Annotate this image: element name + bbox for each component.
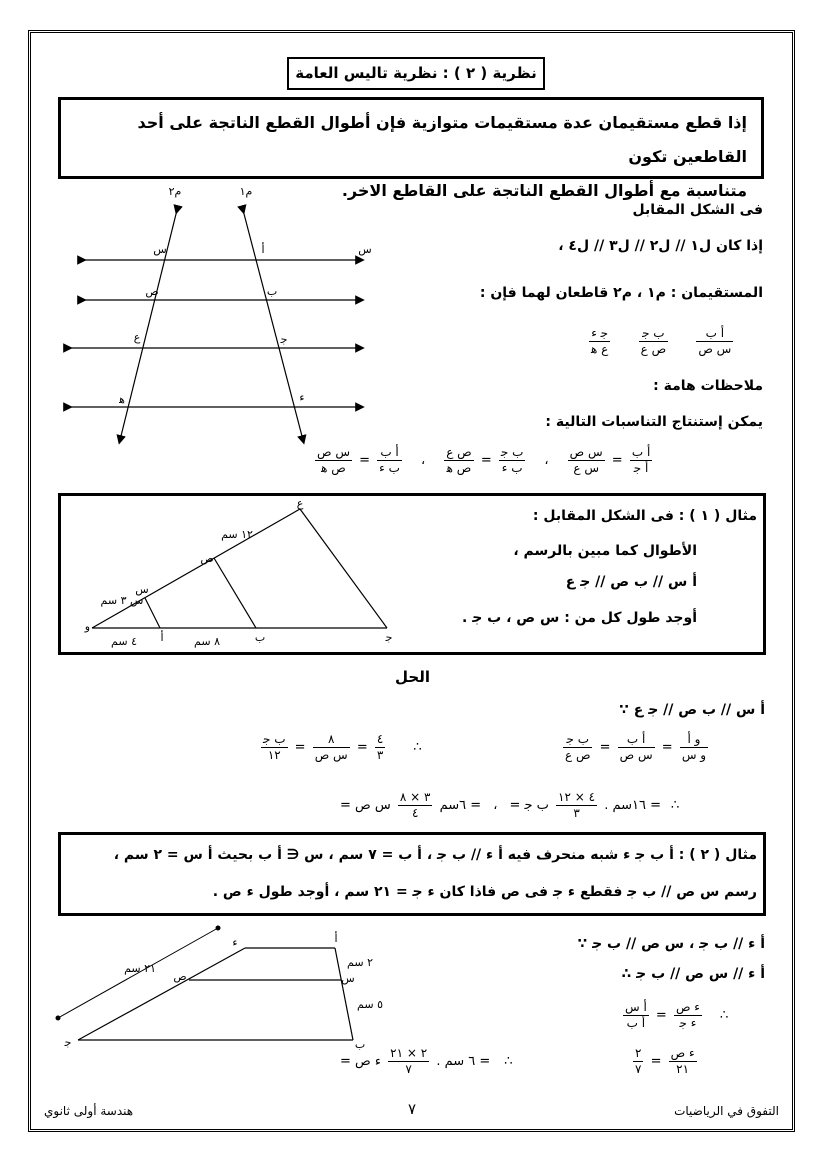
label-m2: م٢: [168, 185, 182, 198]
solution-2-ratio-1: $\frac{\text{أ س}}{\text{أ ب}}$ = $\frac{\text{ء ص}}{\text{ء ﺟ}}$ ∴: [625, 1000, 729, 1030]
ex2-label-len2: ٢ سم: [347, 956, 373, 969]
example-2-box: [58, 832, 766, 916]
label-d: ء: [299, 391, 305, 404]
figure-parallel-lines: [60, 185, 390, 450]
transversal-m1: [243, 210, 303, 440]
solution-1-ratio-2: $\frac{\text{ب ﺟ}}{١٢}$ = $\frac{٨}{\text{س ص}}$ = $\frac{٤}{٣}$ ∴: [263, 732, 422, 762]
solution-1-final: = ١٦سم . $\frac{٤ \times ١٢}{٣}$ ب ﺟ = ، = ٦سم $\frac{٣ \times ٨}{٤}$ س ص = ∴: [340, 790, 680, 820]
ex1-label-s: س: [135, 583, 149, 596]
ratio-1: $\frac{\text{أ ب}}{\text{س ص}}$: [698, 326, 732, 356]
label-a: أ: [261, 243, 265, 256]
ex2-label-j: ﺟ: [64, 1036, 72, 1049]
example-2-figure: [40, 920, 400, 1060]
footer-left: هندسة أولى ثانوي: [44, 1104, 134, 1118]
ex2-label-d: ء: [232, 936, 238, 949]
fig1-intro: فى الشكل المقابل: [632, 202, 763, 218]
page-title: نظرية ( ٢ ) : نظرية تاليس العامة: [287, 57, 545, 90]
ex2-label-len5: ٥ سم: [357, 998, 383, 1011]
notes-subtitle: يمكن إستنتاج التناسبات التالية :: [545, 414, 763, 430]
ex1-label-len12: ١٢ سم: [221, 528, 253, 541]
ratio-3: $\frac{\text{ﺟ ء}}{\text{ع ﻫ}}$: [591, 326, 609, 356]
example-1-heading: مثال ( ١ ) : فى الشكل المقابل :: [532, 508, 757, 524]
theorem-line-2: متناسبة مع أطوال القطع الناتجة على القاطع الاخر.: [341, 181, 747, 200]
theorem-line-1: إذا قطع مستقيمان عدة مستقيمات متوازية فإن أطوال القطع الناتجة على أحد القاطعين تكون: [137, 113, 747, 166]
solution-2-result: = ٦ سم . $\frac{٢ \times ٢١}{٧}$ ء ص = ∴: [340, 1046, 513, 1076]
example-2-line1: مثال ( ٢ ) : أ ب ﺟ ء شبه منحرف فيه أ ء // ب ﺟ ، أ ب = ٧ سم ، س ∈ أ ب بحيث أ س = ٢ سم ،: [113, 847, 757, 863]
label-sp: ص: [145, 285, 159, 298]
ratio-2: $\frac{\text{ب ﺟ}}{\text{ص ع}}$: [640, 326, 667, 356]
example-1-line2: أ س // ب ص // ﺟ ع: [565, 574, 697, 590]
example-2-line2: رسم س ص // ب ﺟ فقطع ء ﺟ فى ص فاذا كان ء ﺟ = ٢١ سم ، أوجد طول ء ص .: [212, 884, 757, 900]
solution-2-ratio-2: $\frac{٢}{٧}$ = $\frac{\text{ء ص}}{٢١}$: [635, 1046, 695, 1076]
label-n: ﻫ: [119, 393, 125, 406]
footer-page-number: ٧: [408, 1100, 417, 1118]
label-s-right: س: [358, 243, 372, 256]
solution-2-step-1: أ ء // ب ﺟ ، س ص // ب ﺟ ∵: [577, 936, 765, 952]
example-1-line1: الأطوال كما مبين بالرسم ،: [513, 543, 697, 559]
fig1-ratios: [586, 326, 736, 357]
ex1-label-b: ب: [254, 631, 266, 644]
ex1-label-sp: ص: [200, 552, 214, 565]
ex1-label-ain: ع: [296, 500, 304, 510]
label-j: ﺟ: [280, 333, 288, 346]
solution-2-step-2: أ ء // س ص // ب ﺟ ∴: [621, 966, 765, 982]
solution-1-heading: الحل: [395, 668, 430, 686]
label-b: ب: [266, 285, 278, 298]
footer-right: التفوق في الرياضيات: [674, 1104, 779, 1118]
ex1-label-len8: ٨ سم: [194, 635, 220, 648]
ex2-label-sp: ص: [173, 970, 187, 983]
label-ain: ع: [133, 331, 141, 344]
example-1-line3: أوجد طول كل من : س ص ، ب ﺟ .: [462, 610, 697, 626]
label-m1: م١: [239, 185, 253, 198]
solution-1-given: أ س // ب ص // ﺟ ع ∵: [619, 702, 765, 718]
ex2-label-s: س: [341, 972, 355, 985]
notes-equations: $\frac{\text{س ص}}{\text{ص ﻫ}}$ = $\frac{\text{أ ب}}{\text{ب ء}}$ ، $\frac{\text{ص ع}}{\text{ص ﻫ}}$ = $\frac{\text{ب ﺟ}}{\text{ب ء}}$ ، $\frac{\text{س ص}}{\text{س ع}}$ = $\frac{\text{أ ب}}{\text{أ ﺟ}}$: [317, 445, 651, 475]
transversal-m2: [120, 210, 177, 440]
ex2-label-len21: ٢١ سم: [124, 962, 156, 975]
ex2-label-a: أ: [334, 932, 338, 945]
fig1-transversals: المستقيمان : م١ ، م٢ قاطعان لهما فإن :: [479, 285, 763, 301]
solution-1-ratio-1: $\frac{\text{ب ﺟ}}{\text{ص ع}}$ = $\frac{\text{أ ب}}{\text{س ص}}$ = $\frac{\text{و أ}}{\text{و س}}$: [565, 732, 707, 762]
ex1-label-a: أ: [160, 631, 164, 644]
ex1-label-len3: س ٣ سم: [100, 594, 144, 607]
ex1-label-len4: ٤ سم: [111, 635, 137, 648]
label-s-left: س: [153, 243, 167, 256]
notes-title: ملاحظات هامة :: [653, 378, 763, 394]
fig1-given: إذا كان ل١ // ل٢ // ل٣ // ل٤ ،: [558, 238, 763, 254]
ex1-label-j: ﺟ: [385, 631, 393, 644]
ex2-label-b: ب: [354, 1038, 366, 1051]
example-1-figure: [82, 500, 412, 650]
ex1-label-w: و: [84, 620, 90, 633]
